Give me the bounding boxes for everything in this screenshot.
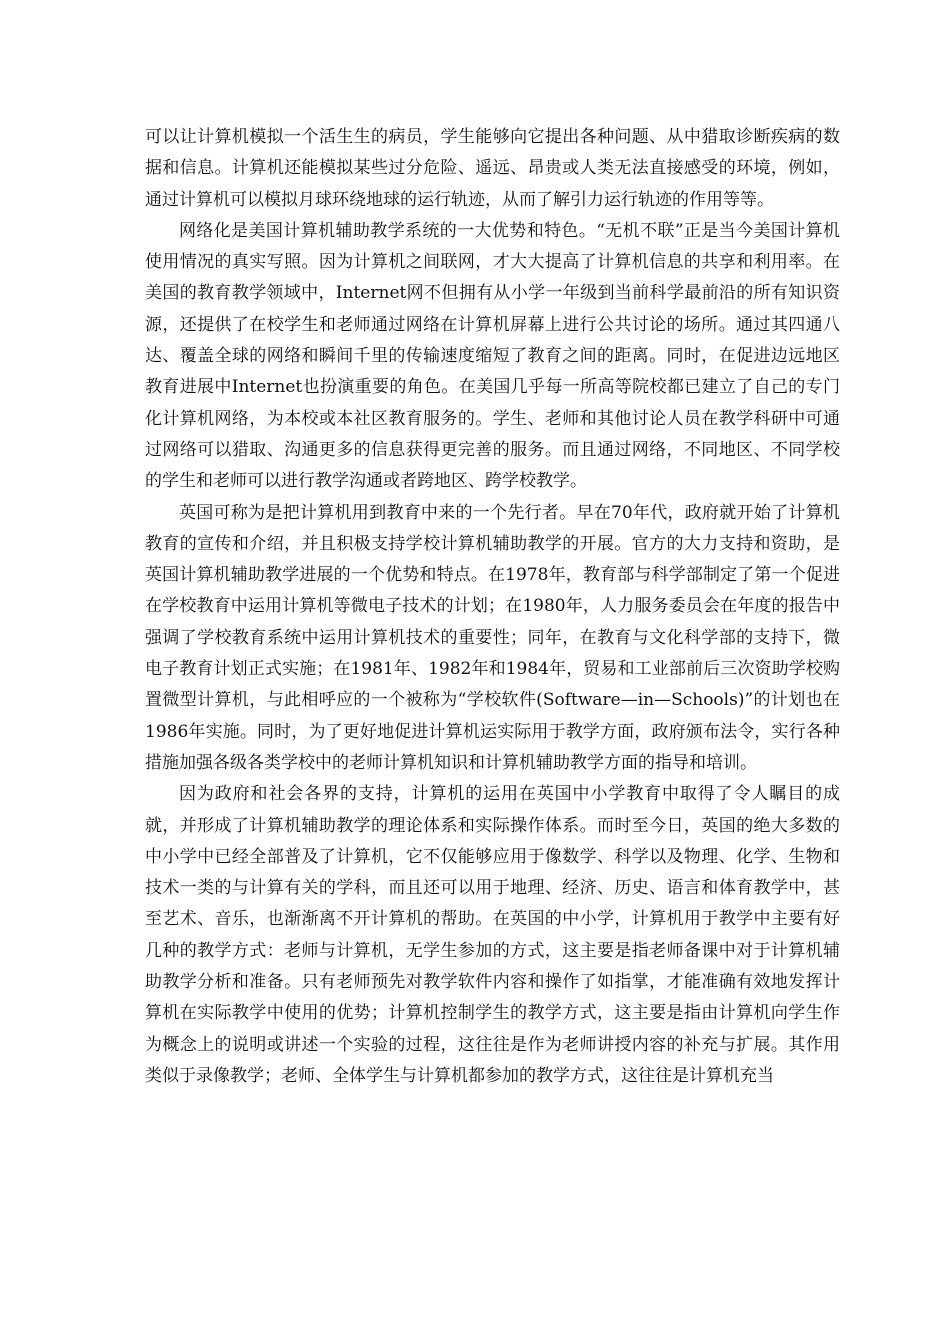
paragraph-continued: 可以让计算机模拟一个活生生的病员，学生能够向它提出各种问题、从中猎取诊断疾病的数据和信息。计算机还能模拟某些过分危险、遥远、昂贵或人类无法直接感受的环境，例如，通过计算机可以模拟月球环绕地球的运行轨迹，从而了解引力运行轨迹的作用等等。: [145, 127, 840, 210]
paragraph-networking: 网络化是美国计算机辅助教学系统的一大优势和特色。“无机不联”正是当今美国计算机使用情况的真实写照。因为计算机之间联网，才大大提高了计算机信息的共享和利用率。在美国的教育教学领域中，Internet网不但拥有从小学一年级到当前科学最前沿的所有知识资源，还提供了在校学生和老师通过网络在计算机屏幕上进行公共讨论的场所。通过其四通八达、覆盖全球的网络和瞬间千里的传输速度缩短了教育之间的距离。同时，在促进边远地区教育进展中Internet也扮演重要的角色。在美国几乎每一所高等院校都已建立了自己的专门化计算机网络，为本校或本社区教育服务的。学生、老师和其他讨论人员在教学科研中可通过网络可以猎取、沟通更多的信息获得更完善的服务。而且通过网络，不同地区、不同学校的学生和老师可以进行教学沟通或者跨地区、跨学校教学。: [145, 220, 840, 492]
document-body: [145, 122, 840, 1092]
paragraph-uk-pioneer: 英国可称为是把计算机用到教育中来的一个先行者。早在70年代，政府就开始了计算机教育的宣传和介绍，并且积极支持学校计算机辅助教学的开展。官方的大力支持和资助，是英国计算机辅助教学进展的一个优势和特点。在1978年，教育部与科学部制定了第一个促进在学校教育中运用计算机等微电子技术的计划；在1980年，人力服务委员会在年度的报告中强调了学校教育系统中运用计算机技术的重要性；同年，在教育与文化科学部的支持下，微电子教育计划正式实施；在1981年、1982年和1984年，贸易和工业部前后三次资助学校购置微型计算机，与此相呼应的一个被称为“学校软件(Software—in—Schools)”的计划也在1986年实施。同时，为了更好地促进计算机运实际用于教学方面，政府颁布法令，实行各种措施加强各级各类学校中的老师计算机知识和计算机辅助教学方面的指导和培训。: [145, 502, 840, 773]
paragraph-uk-achievements: 因为政府和社会各界的支持，计算机的运用在英国中小学教育中取得了令人瞩目的成就，并形成了计算机辅助教学的理论体系和实际操作体系。而时至今日，英国的绝大多数的中小学中已经全部普及了计算机，它不仅能够应用于像数学、科学以及物理、化学、生物和技术一类的与计算有关的学科，而且还可以用于地理、经济、历史、语言和体育教学中，甚至艺术、音乐，也渐渐离不开计算机的帮助。在英国的中小学，计算机用于教学中主要有好几种的教学方式：老师与计算机，无学生参加的方式，这主要是指老师备课中对于计算机辅助教学分析和准备。只有老师预先对教学软件内容和操作了如指掌，才能准确有效地发挥计算机在实际教学中使用的优势；计算机控制学生的教学方式，这主要是指由计算机向学生作为概念上的说明或讲述一个实验的过程，这往往是作为老师讲授内容的补充与扩展。其作用类似于录像教学；老师、全体学生与计算机都参加的教学方式，这往往是计算机充当: [145, 784, 840, 1086]
